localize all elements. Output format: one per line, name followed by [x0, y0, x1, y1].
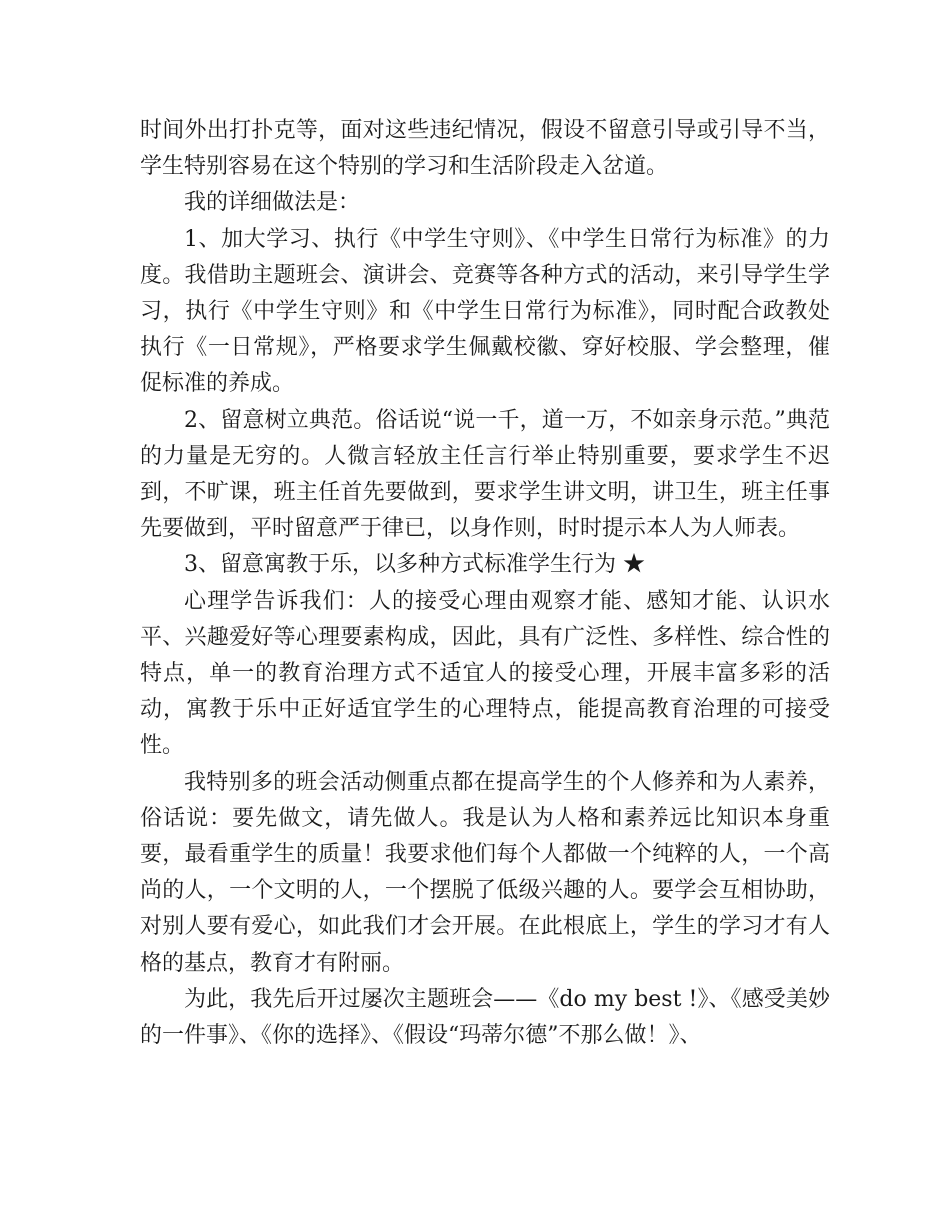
paragraph: 我的详细做法是： [184, 190, 361, 216]
paragraph: 2、留意树立典范。俗话说“说一千，道一万，不如亲身示范。”典范的力量是无穷的。人微言轻放主任言行举止特别重要，要求学生不迟到，不旷课，班主任首先要做到，要求学生讲文明，讲卫生，班主任事先要做到，平时留意严于律已，以身作则，时时提示本人为人师表。 [140, 407, 830, 542]
paragraph: 时间外出打扑克等，面对这些违纪情况，假设不留意引导或引导不当，学生特别容易在这个特别的学习和生活阶段走入岔道。 [140, 118, 830, 180]
paragraph: 为此，我先后开过屡次主题班会——《do my best !》、《感受美妙的一件事》、《你的选择》、《假设“玛蒂尔德”不那么做！》、 [140, 986, 830, 1049]
body-text [140, 113, 830, 1054]
section-heading: 3、留意寓教于乐，以多种方式标准学生行为 ★ [184, 552, 645, 578]
paragraph: 心理学告诉我们：人的接受心理由观察才能、感知才能、认识水平、兴趣爱好等心理要素构成，因此，具有广泛性、多样性、综合性的特点，单一的教育治理方式不适宜人的接受心理，开展丰富多彩的活动，寓教于乐中正好适宜学生的心理特点，能提高教育治理的可接受性。 [140, 588, 830, 759]
paragraph: 1、加大学习、执行《中学生守则》、《中学生日常行为标准》的力度。我借助主题班会、演讲会、竞赛等各种方式的活动，来引导学生学习，执行《中学生守则》和《中学生日常行为标准》，同时配合政教处执行《一日常规》，严格要求学生佩戴校徽、穿好校服、学会整理，催促标准的养成。 [140, 226, 830, 397]
paragraph: 我特别多的班会活动侧重点都在提高学生的个人修养和为人素养，俗话说：要先做文，请先做人。我是认为人格和素养远比知识本身重要，最看重学生的质量！我要求他们每个人都做一个纯粹的人，一个高尚的人，一个文明的人，一个摆脱了低级兴趣的人。要学会互相协助，对别人要有爱心，如此我们才会开展。在此根底上，学生的学习才有人格的基点，教育才有附丽。 [140, 769, 830, 976]
